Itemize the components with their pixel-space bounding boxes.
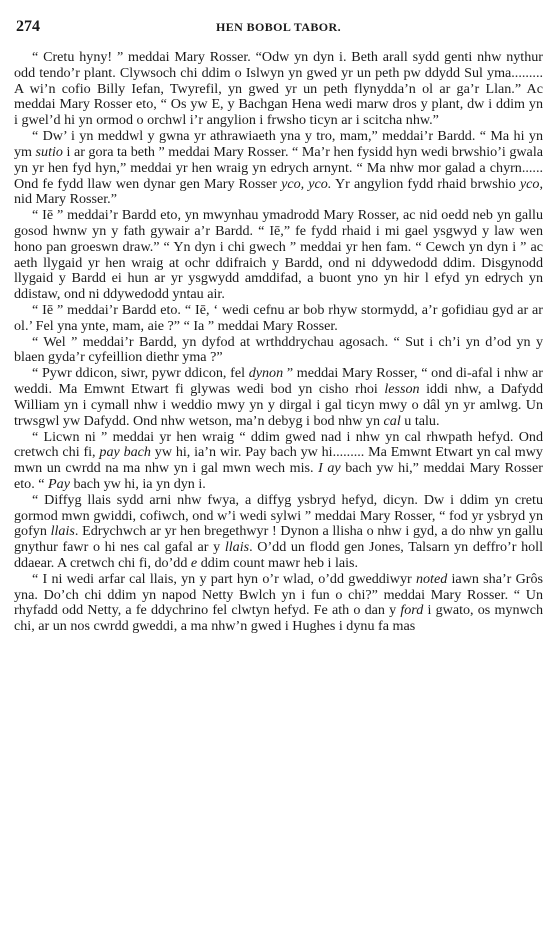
italic-phrase: Pay [48, 475, 70, 492]
paragraph [14, 208, 543, 303]
italic-phrase: llais [224, 539, 250, 556]
italic-phrase: yco, yco. [281, 175, 332, 192]
paragraph [14, 572, 543, 635]
body-text [14, 50, 543, 635]
paragraph [14, 335, 543, 367]
paragraph-text: , nid Mary Rosser.” [14, 175, 544, 208]
paragraph [14, 430, 543, 493]
paragraph-text: bach yw hi,” meddai Mary Rosser eto. “ [14, 460, 543, 492]
page-header [14, 18, 543, 38]
italic-phrase: noted [415, 570, 448, 587]
paragraph-text: bach yw hi, ia yn dyn i. [69, 475, 206, 492]
paragraph [14, 493, 543, 572]
page-number: 274 [16, 18, 40, 35]
paragraph [14, 303, 543, 335]
paragraph-text: . O’dd un flodd gen Jones, Talsarn yn deffro’r holl ddaear. A cretwch chi fi, do’dd [14, 539, 543, 571]
paragraph-text: “ Wel ” meddai’r Bardd, yn dyfod at wrthddrychau agosach. “ Sut i ch’i yn d’od yn y blaen gyda’r cyfeillion diethr yma ?” [14, 333, 543, 366]
paragraph [14, 366, 543, 429]
italic-phrase: sutio [35, 143, 63, 160]
paragraph-text: “ Licwn ni ” meddai yr hen wraig “ ddim gwed nad i nhw yn cal rhwpath hefyd. Ond cretwch chi fi, [14, 428, 543, 461]
paragraph-text: iawn sha’r Grôs yna. Do’ch chi ddim yn napod Netty Bwlch yn i fun o chi?” meddai Mary Rosser. “ Un rhyfadd odd Netty, a fe ddychrino fel clwtyn hefyd. Fe ath o dan y [14, 570, 544, 619]
paragraph-text: i gwato, os mynwch chi, ar un nos cwrdd gweddi, a ma nhw’n gwed i Hughes i dynu fa mas [14, 602, 543, 635]
paragraph-text: ” meddai Mary Rosser, “ ond di-afal i nhw ar weddi. Ma Emwnt Etwart fi glywas wedi bod yn cisho rhoi [14, 365, 543, 398]
paragraph-text: “ Diffyg llais sydd arni nhw fwya, a diffyg ysbryd hefyd, dicyn. Dw i ddim yn cretu gormod mwn gwiddi, cofiwch, ond w’i wedi sylwi ” meddai Mary Rosser, “ fod yr ysbryd yn gofyn [14, 491, 543, 540]
running-head: HEN BOBOL TABOR. [216, 20, 341, 34]
italic-phrase: cal [383, 412, 401, 429]
italic-phrase: I ay [318, 460, 341, 477]
italic-phrase: dynon [248, 365, 284, 382]
paragraph-text: . Edrychwch ar yr hen bregethwyr ! Dynon a llisha o nhw i gyd, a do nhw yn gallu gnythur fawr o hi nes cal gafal ar y [14, 523, 544, 556]
paragraph-text: “ Iē ” meddai’r Bardd eto, yn mwynhau ymadrodd Mary Rosser, ac nid oedd neb yn gallu gosod hwnw yn y fath gywair a’r Bardd. “ Iē,” fe fydd rhaid i mi gael ysgwyd y law wen hono pan groeswn draw.” “ Yn dyn i chi gwech ” meddai yr hen fam. “ Cewch yn dyn i ” ac aeth llygaid yr hen wraig at ochr ddifraich y Bardd, ond ni ddywedodd ddim. Disgynodd llygaid y Bardd ei hun ar yr ysgwydd amddifad, a buont yno yn hir l efyd yn edrych yn ddistaw, ond ni ddywedodd yntau air. [14, 207, 543, 303]
paragraph-text: “ Iē ” meddai’r Bardd eto. “ Iē, ‘ wedi cefnu ar bob rhyw stormydd, a’r gofidiau gyd ar ar ol.’ Fel yna ynte, mam, aie ?” “ Ia ” meddai Mary Rosser. [14, 302, 543, 334]
paragraph-text: iddi nhw, a Dafydd William yn i cymall nhw i weddio mwy yn y dirgal i gal ticyn mwy o dâl yn yr amlwg. Un trwsgwl yw Dafydd. Ond nhw wetson, ma’n debyg i bod nhw yn [14, 381, 543, 429]
italic-phrase: pay bach [99, 444, 151, 461]
italic-phrase: yco [519, 175, 540, 192]
paragraph-text: “ Dw’ i yn meddwl y gwna yr athrawiaeth yna y tro, mam,” meddai’r Bardd. “ Ma hi yn ym [14, 128, 543, 160]
italic-phrase: ford [400, 602, 424, 619]
paragraph-text: Yr angylion fydd rhaid brwshio [331, 175, 520, 192]
paragraph-text: “ Pywr ddicon, siwr, pywr ddicon, fel [32, 365, 249, 382]
paragraph-text: “ Cretu hyny! ” meddai Mary Rosser. “Odw yn dyn i. Beth arall sydd genti nhw nythur odd tendo’r plant. Clywsoch chi ddim o Islwyn yn gwed yr un peth pw ddydd Sul yma......... A wi’n cofio Billy Iefan, Twyrefil, yn gwed yr un peth flynydda’n ol ar ga’r Llan.” Ac meddai Mary Rosser eto, “ Os yw E, y Bachgan Hena wedi marw dros y plant, dw i ddim yn i gwel’d hi yn ormod o orchwl i’r angylion i frwsho ticyn ar i scitcha nhw.” [14, 49, 543, 129]
paragraph [14, 50, 543, 129]
italic-phrase: lesson [384, 381, 420, 398]
italic-phrase: e [190, 555, 198, 571]
italic-phrase: llais [50, 523, 75, 540]
paragraph [14, 129, 543, 208]
paragraph-text: i ar gora ta beth ” meddai Mary Rosser. “ Ma’r hen fysidd hyn wedi brwshio’i gwala yn yr hen fyd hyn,” meddai yr hen wraig yn edrych arnynt. “ Ma nhw mor galad a chyrn...... Ond fe fydd llaw wen dynar gen Mary Rosser [14, 143, 543, 192]
paragraph-text: “ I ni wedi arfar cal llais, yn y part hyn o’r wlad, o’dd gweddiwyr [32, 570, 416, 587]
paragraph-text: yw hi, ia’n wir. Pay bach yw hi......... Ma Emwnt Etwart yn cal mwy mwn un cwrdd na ma nhw yn i gal mwn wech mis. [14, 444, 543, 477]
paragraph-text: ddim count mawr heb i lais. [197, 555, 359, 571]
paragraph-text: u talu. [400, 412, 440, 429]
